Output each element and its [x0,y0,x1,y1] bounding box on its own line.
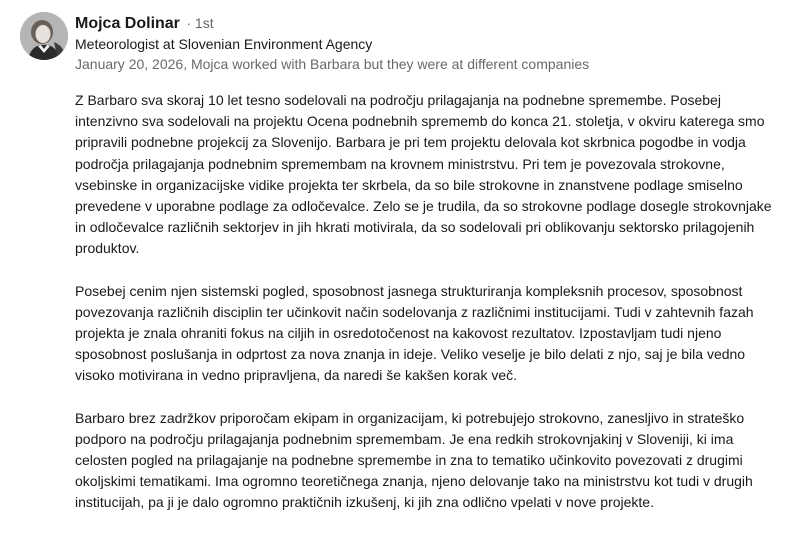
degree-separator: · [186,15,192,31]
recommendation-paragraph: Posebej cenim njen sistemski pogled, sposobnost jasnega strukturiranja kompleksnih procesov, sposobnost povezovanja različnih disciplin ter učinkovit način sodelovanja z različnimi institucijami. Tudi v zahtevnih fazah projekta je znala ohraniti fokus na ciljih in osredotočenost na kakovost rezultatov. Izpostavljam tudi njeno sposobnost poslušanja in odprtost za nova znanja in ideje. Veliko veselje je bilo delati z njo, saj je bila vedno visoko motivirana in vedno pripravljena, da naredi še kakšen korak več. [75,282,754,384]
author-headline: Meteorologist at Slovenian Environment Agency [75,36,373,52]
recommendation-paragraph: Barbaro brez zadržkov priporočam ekipam in organizacijam, ki potrebujejo strokovno, zanesljivo in strateško podporo na področju prilagajanja podnebnim spremembam. Je ena redkih strokovnjakinj v Sloveniji, ki ima celosten pogled na prilagajanje na podnebne spremembe in zna to tematiko učinkovito povezovati z drugimi okoljskimi tematikami. Ima ogromno teoretičnega znanja, njeno delovanje tako na ministrstvu kot tudi v drugih institucijah, pa ji je dalo ogromno praktičnih izkušenj, ki jih zna odlično vpelati v nove projekte. [75,409,753,511]
connection-degree [186,15,213,31]
author-name-row [75,12,775,34]
profile-photo-icon [20,12,68,60]
author-name[interactable]: Mojca Dolinar [75,15,180,32]
author-avatar[interactable] [20,12,68,60]
recommendation-header [75,12,775,74]
degree-label: 1st [194,15,214,31]
recommendation-paragraph: Z Barbaro sva skoraj 10 let tesno sodelovali na področju prilagajanja na podnebne spremembe. Posebej intenzivno sva sodelovali na projektu Ocena podnebnih sprememb do konca 21. stoletja, v okviru katerega smo pripravili podnebne projekcij za Slovenijo. Barbara je pri tem projektu delovala kot skrbnica pogodbe in vodja področja prilagajanja podnebnim spremembam na krovnem ministrstvu. Pri tem je povezovala strokovne, vsebinske in organizacijske vidike projekta ter skrbela, da so bile strokovne in znanstvene podlage smiselno prevedene v uporabne podlage za odločevalce. Zelo se je trudila, da so strokovne podlage dosegle strokovnjake in odločevalce različnih sektorjev in jih hkrati motivirala, da so sodelovali pri oblikovanju sektorsko prilagojenih produktov. [75,92,772,257]
recommendation-text [75,90,780,535]
recommendation-meta: January 20, 2026, Mojca worked with Barbara but they were at different companies [75,56,590,72]
